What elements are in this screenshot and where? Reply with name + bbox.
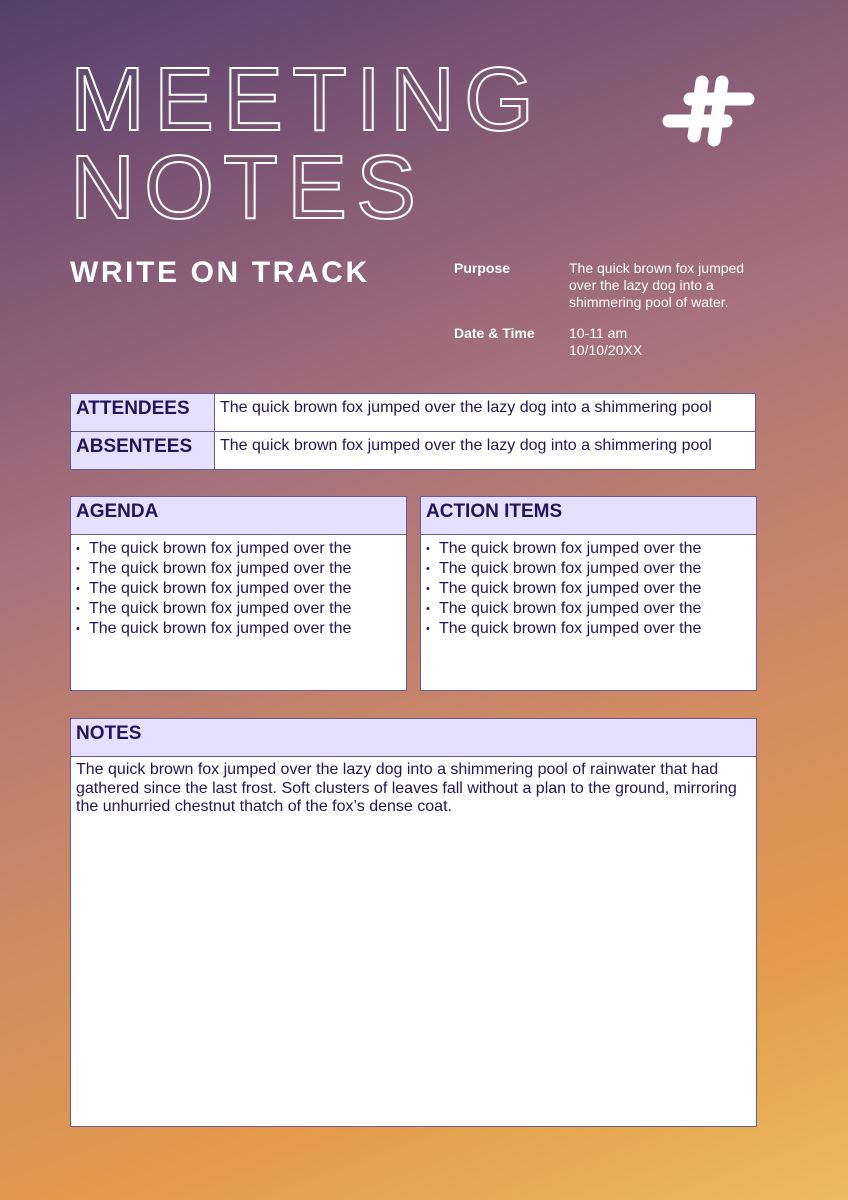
title-line-1: MEETING (70, 50, 544, 150)
action-item[interactable]: • The quick brown fox jumped over the (426, 579, 756, 599)
agenda-item[interactable]: • The quick brown fox jumped over the (76, 559, 406, 579)
notes-panel (70, 718, 757, 1127)
action-items-panel (420, 496, 757, 691)
agenda-list (71, 535, 406, 639)
action-item[interactable]: • The quick brown fox jumped over the (426, 559, 756, 579)
action-item[interactable]: • The quick brown fox jumped over the (426, 619, 756, 639)
notes-line: The quick brown fox jumped over the lazy dog into a shimmering pool of rainwater that had (76, 761, 719, 778)
page-title (70, 50, 544, 238)
notes-heading: NOTES (71, 719, 756, 757)
title-line-2: NOTES (70, 138, 426, 238)
time-value: 10-11 am (569, 325, 628, 341)
notes-line: the unhurried chestnut thatch of the fox’s dense coat. (76, 798, 452, 815)
action-item[interactable]: • The quick brown fox jumped over the (426, 539, 756, 559)
action-item[interactable]: • The quick brown fox jumped over the (426, 599, 756, 619)
agenda-panel (70, 496, 407, 691)
hashtag-logo-icon (662, 74, 756, 148)
attendees-value[interactable]: The quick brown fox jumped over the lazy dog into a shimmering pool (220, 399, 712, 416)
meeting-meta (454, 260, 759, 373)
attendees-label: ATTENDEES (71, 394, 215, 431)
absentees-label: ABSENTEES (71, 432, 215, 469)
date-value: 10/10/20XX (569, 342, 643, 358)
absentees-row (71, 431, 755, 469)
notes-line: gathered since the last frost. Soft clusters of leaves fall without a plan to the ground, mirroring (76, 779, 737, 797)
attendees-row (71, 394, 755, 431)
datetime-label: Date & Time (454, 325, 535, 341)
datetime-row (454, 325, 759, 359)
agenda-item[interactable]: • The quick brown fox jumped over the (76, 599, 406, 619)
datetime-value (569, 325, 759, 359)
action-items-list (421, 535, 756, 639)
agenda-item[interactable]: • The quick brown fox jumped over the (76, 619, 406, 639)
absentees-value[interactable]: The quick brown fox jumped over the lazy dog into a shimmering pool (220, 437, 712, 454)
agenda-heading: AGENDA (71, 497, 406, 535)
agenda-item[interactable]: • The quick brown fox jumped over the (76, 579, 406, 599)
purpose-value: The quick brown fox jumped over the lazy dog into a shimmering pool of water. (569, 260, 745, 310)
action-items-heading: ACTION ITEMS (421, 497, 756, 535)
agenda-item[interactable]: • The quick brown fox jumped over the (76, 539, 406, 559)
notes-body[interactable] (71, 757, 756, 817)
page-subtitle: WRITE ON TRACK (70, 256, 370, 289)
purpose-row (454, 260, 759, 311)
purpose-label: Purpose (454, 260, 511, 276)
attendance-table (70, 393, 756, 470)
